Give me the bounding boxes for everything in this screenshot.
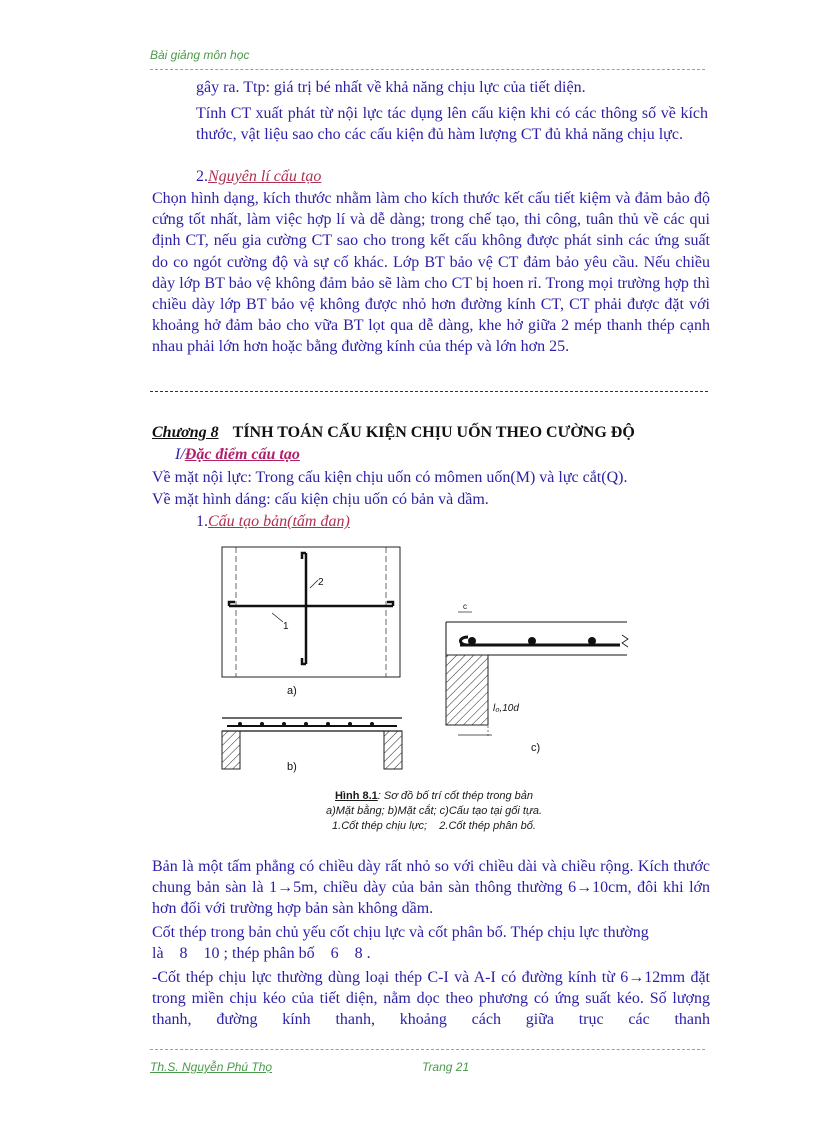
fig-label-c-dim: c xyxy=(463,602,467,611)
chapter-title: TÍNH TOÁN CẤU KIỆN CHỊU UỐN THEO CƯỜNG ĐỘ xyxy=(232,424,635,441)
construction-principle-paragraph: Chọn hình dạng, kích thước nhằm làm cho kích thước kết cấu tiết kiệm và đảm bảo độ cứng tốt nhất, làm việc hợp lí và dễ dàng; trong chế tạo, thi công, tuân thủ về các qui định CT, nếu gia cường CT sao cho trong kết cấu không được phát sinh các ứng suất do co ngót cường độ và sự cố khác. Lớp BT bảo vệ CT đảm bảo yêu cầu. Nếu chiều dày lớp BT bảo vệ không đảm bảo sẽ làm cho CT bị hoen rỉ. Trong mọi trường hợp thì chiều dày lớp BT bảo vệ không được nhỏ hơn đường kính CT, CT phải được đặt với khoảng hở đảm bảo cho vữa BT lọt qua dễ dàng, khe hở giữa 2 mép thanh thép cạnh nhau phải lớn hơn hoặc bằng đường kính của thép và lớn hơn 25. xyxy=(152,190,710,356)
fig-label-a: a) xyxy=(287,685,297,697)
internal-force-line: Về mặt nội lực: Trong cấu kiện chịu uốn có mômen uốn(M) và lực cắt(Q). xyxy=(152,469,628,486)
caption-number: Hình 8.1 xyxy=(334,790,378,802)
reinforcement-line-1: Cốt thép trong bản chủ yếu cốt chịu lực và cốt phân bố. Thép chịu lực thường xyxy=(152,924,649,941)
support-detail xyxy=(446,602,628,754)
caption-title: : Sơ đồ bố trí cốt thép trong bản xyxy=(377,790,534,802)
subsection-1-title: Cấu tạo bản(tấm đan) xyxy=(208,513,350,530)
subsection-2-title: Nguyên lí cấu tạo xyxy=(208,168,322,185)
chapter-label: Chương 8 xyxy=(152,424,219,441)
section-title: Đặc điểm cấu tạo xyxy=(184,446,300,463)
fig-label-2: 2 xyxy=(318,577,324,588)
shape-line: Về mặt hình dáng: cấu kiện chịu uốn có bản và dầm. xyxy=(152,491,489,508)
section-number: I/ xyxy=(175,446,185,463)
footer-page: Trang 21 xyxy=(422,1060,470,1074)
slab-description-paragraph: Bản là một tấm phẳng có chiều dày rất nhỏ so với chiều dài và chiều rộng. Kích thước chung bản sàn là 1→5m, chiều dày của bản sàn thông thường 6→10cm, đôi khi lớn hơn đối với trường hợp bản sàn không dầm. xyxy=(152,858,710,918)
main-reinforcement-paragraph: -Cốt thép chịu lực thường dùng loại thép C-I và A-I có đường kính từ 6→12mm đặt trong miền chịu kéo của tiết diện, nằm dọc theo phương có ứng suất kéo. Số lượng thanh, đường kính thanh, khoảng cách giữa trục các thanh xyxy=(152,969,710,1029)
footer-author: Th.S. Nguyễn Phú Thọ xyxy=(150,1060,273,1074)
caption-line-3: 1.Cốt thép chịu lực; 2.Cốt thép phân bố. xyxy=(332,820,536,832)
subsection-2-number: 2. xyxy=(196,168,208,185)
subsection-1-number: 1. xyxy=(196,513,208,530)
caption-line-2: a)Mặt bằng; b)Mặt cắt; c)Cấu tạo tại gối tựa. xyxy=(325,805,543,817)
fig-label-c: c) xyxy=(531,742,541,754)
plan-view xyxy=(222,547,400,697)
header-title: Bài giảng môn học xyxy=(150,48,250,62)
intro-paragraph: Tính CT xuất phát từ nội lực tác dụng lên cấu kiện khi có các thông số về kích thước, vật liệu sao cho các cấu kiện đủ hàm lượng CT đủ khả năng chịu lực. xyxy=(196,105,708,144)
reinforcement-line-2: là 8 10 ; thép phân bố 6 8 . xyxy=(152,945,371,962)
fig-label-1: 1 xyxy=(283,621,289,632)
figure-caption xyxy=(288,789,580,834)
section-view xyxy=(222,718,402,773)
intro-line: gây ra. Ttp: giá trị bé nhất về khả năng chịu lực của tiết diện. xyxy=(196,79,586,96)
footer-rule xyxy=(150,1049,705,1050)
fig-label-b: b) xyxy=(287,761,297,773)
fig-label-l0: l₀,10d xyxy=(493,703,519,714)
